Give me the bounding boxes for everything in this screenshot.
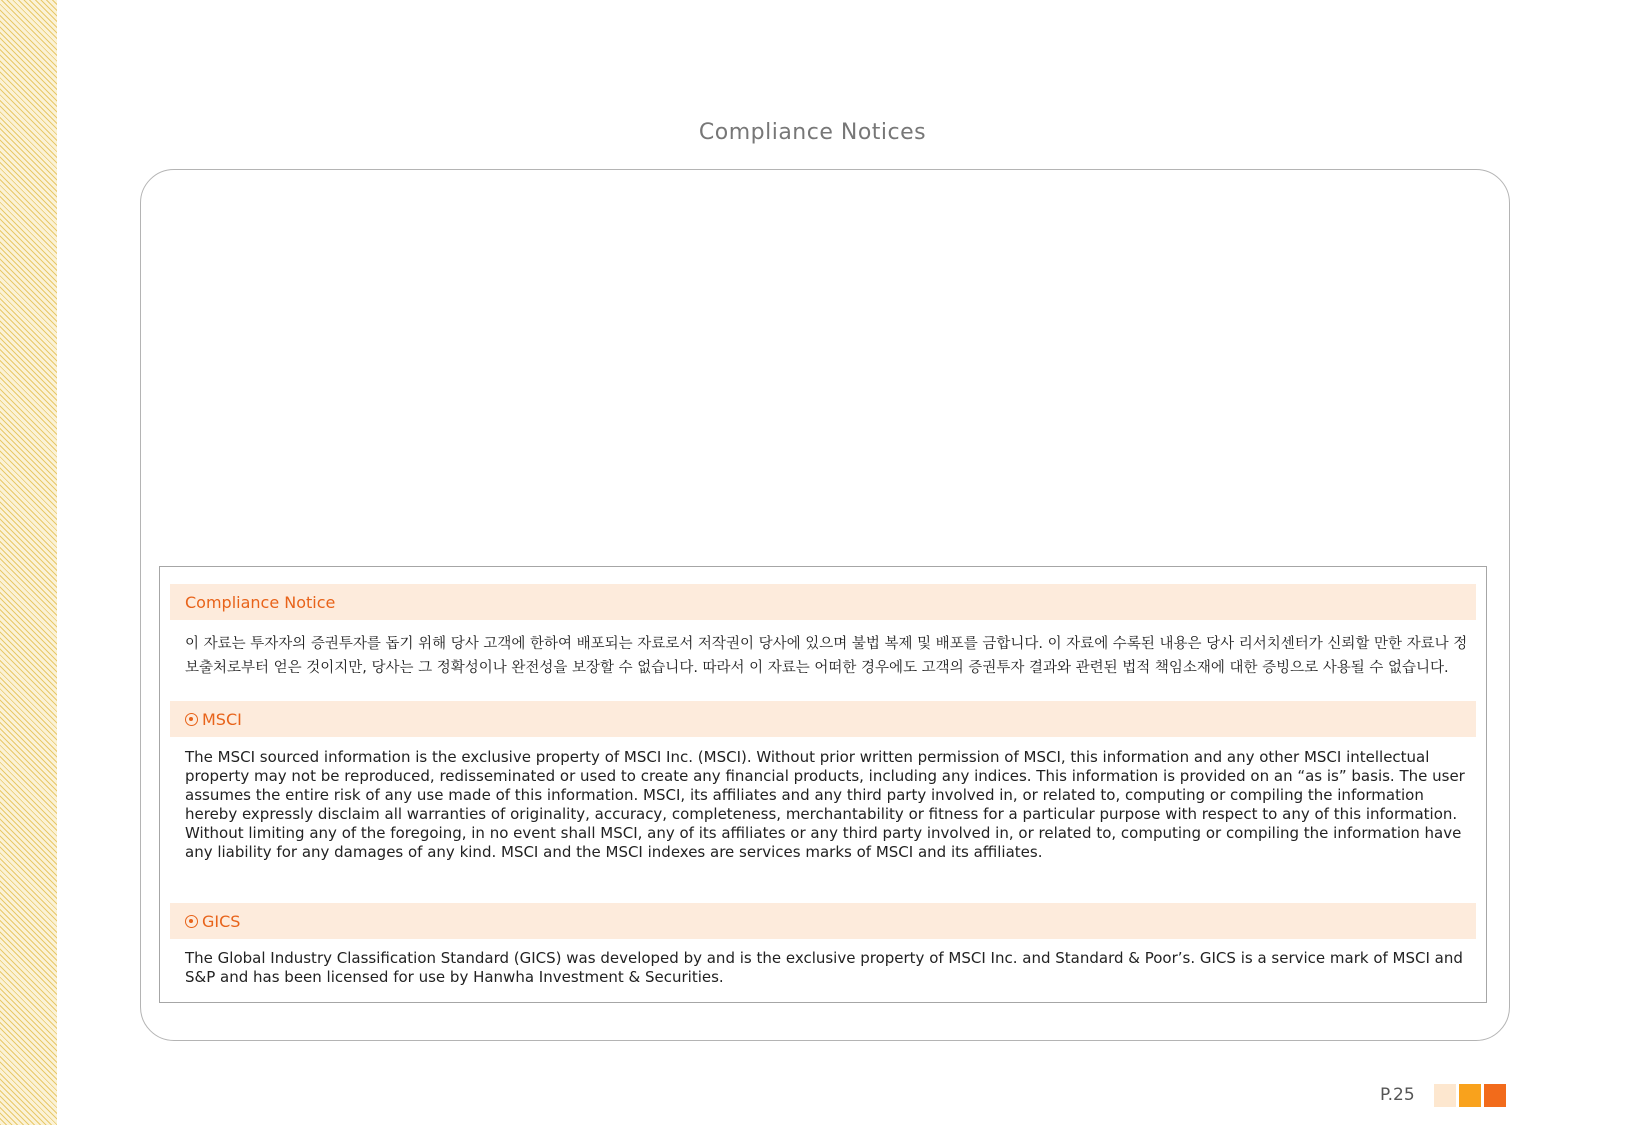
gics-heading-label: GICS [202, 911, 241, 931]
decorative-side-stripe [0, 0, 57, 1125]
gics-heading [170, 903, 1476, 939]
compliance-notice-heading [170, 584, 1476, 620]
circle-bullet-icon [185, 915, 198, 928]
compliance-notice-heading-label: Compliance Notice [185, 592, 336, 612]
msci-heading-label: MSCI [202, 709, 242, 729]
circle-bullet-icon [185, 713, 198, 726]
page-title: Compliance Notices [698, 120, 927, 145]
gics-notice-text: The Global Industry Classification Standard (GICS) was developed by and is the exclusive property of MSCI Inc. and Standard & Poor’s. GICS is a service mark of MSCI and S&P and has been licensed for use by Hanwha Investment & Securities. [185, 949, 1463, 986]
footer-square-medium [1459, 1084, 1481, 1107]
footer-square-dark [1484, 1084, 1506, 1107]
footer-square-light [1434, 1084, 1456, 1107]
msci-heading [170, 701, 1476, 737]
msci-notice-text: The MSCI sourced information is the exclusive property of MSCI Inc. (MSCI). Without prior written permission of MSCI, this information and any other MSCI intellectual property may not be reproduced, redisseminated or used to create any financial products, including any indices. This information is provided on an “as is” basis. The user assumes the entire risk of any use made of this information. MSCI, its affiliates and any third party involved in, or related to, computing or compiling the information hereby expressly disclaim all warranties of originality, accuracy, completeness, merchantability or fitness for a particular purpose with respect to any of this information. Without limiting any of the foregoing, in no event shall MSCI, any of its affiliates or any third party involved in, or related to, computing or compiling the information have any liability for any damages of any kind. MSCI and the MSCI indexes are services marks of MSCI and its affiliates. [185, 748, 1465, 861]
compliance-notice-text: 이 자료는 투자자의 증권투자를 돕기 위해 당사 고객에 한하여 배포되는 자료로서 저작권이 당사에 있으며 불법 복제 및 배포를 금합니다. 이 자료에 수록된 내용은 당사 리서치센터가 신뢰할 만한 자료나 정보출처로부터 얻은 것이지만, 당사는 그 정확성이나 완전성을 보장할 수 없습니다. 따라서 이 자료는 어떠한 경우에도 고객의 증권투자 결과와 관련된 법적 책임소재에 대한 증빙으로 사용될 수 없습니다. [185, 636, 1468, 676]
page-number: P.25 [1380, 1085, 1415, 1105]
